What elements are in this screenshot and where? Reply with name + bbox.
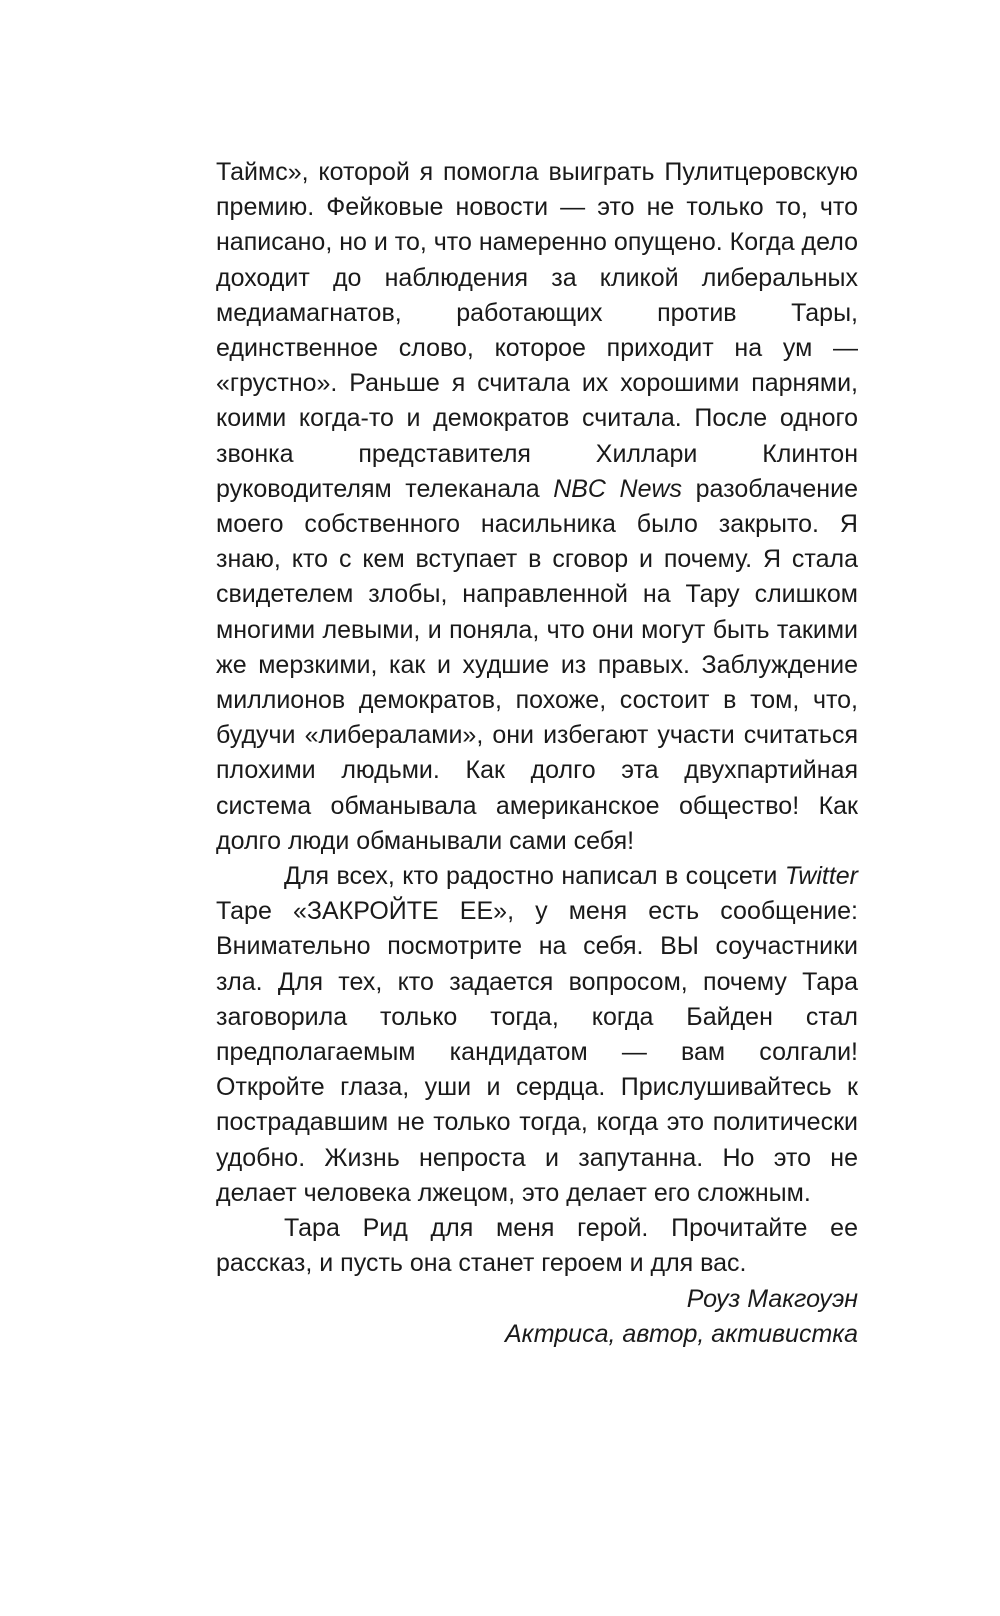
paragraph-2-text-a: Для всех, кто радостно написал в соцсети [284,862,785,891]
signature-title: Актриса, автор, активистка [504,1319,858,1348]
paragraph-1-text-b: разоблачение моего собственного насильника было закрыто. Я знаю, кто с кем вступает в сговор и почему. Я стала свидетелем злобы, направленной на Тару слишком многими левыми, и поняла, что они могут быть такими же мерзкими, как и худшие из правых. Заблуждение миллионов демократов, похоже, состоит в том, что, будучи «либералами», они избегают участи считаться плохими людьми. Как долго эта двухпартийная система обманывала американское общество! Как долго люди обманывали сами себя! [216,474,858,855]
paragraph-1-text-a: Таймс», которой я помогла выиграть Пулитцеровскую премию. Фейковые новости — это не только то, что написано, но и то, что намеренно опущено. Когда дело доходит до наблюдения за кликой либеральных медиамагнатов, работающих против Тары, единственное слово, которое приходит на ум — «грустно». Раньше я считала их хорошими парнями, коими когда-то и демократов считала. После одного звонка представителя Хиллари Клинтон руководителям телеканала [216,158,858,503]
paragraph-2-italic: Twitter [784,862,858,891]
signature-name: Роуз Макгоуэн [686,1284,858,1313]
body-text [216,155,858,1352]
paragraph-3-text: Тара Рид для меня герой. Прочитайте ее рассказ, и пусть она станет героем и для вас. [216,1214,858,1278]
paragraph-1-italic: NBC News [553,474,683,503]
paragraph-1 [216,155,858,859]
paragraph-3 [216,1211,858,1281]
paragraph-2-text-b: Таре «ЗАКРОЙТЕ ЕЕ», у меня есть сообщение: Внимательно посмотрите на себя. ВЫ соучастники зла. Для тех, кто задается вопросом, почему Тара заговорила только тогда, когда Байден стал предполагаемым кандидатом — вам солгали! Откройте глаза, уши и сердца. Прислушивайтесь к пострадавшим не только тогда, когда это политически удобно. Жизнь непроста и запутанна. Но это не делает человека лжецом, это делает его сложным. [216,897,858,1207]
paragraph-2 [216,859,858,1211]
